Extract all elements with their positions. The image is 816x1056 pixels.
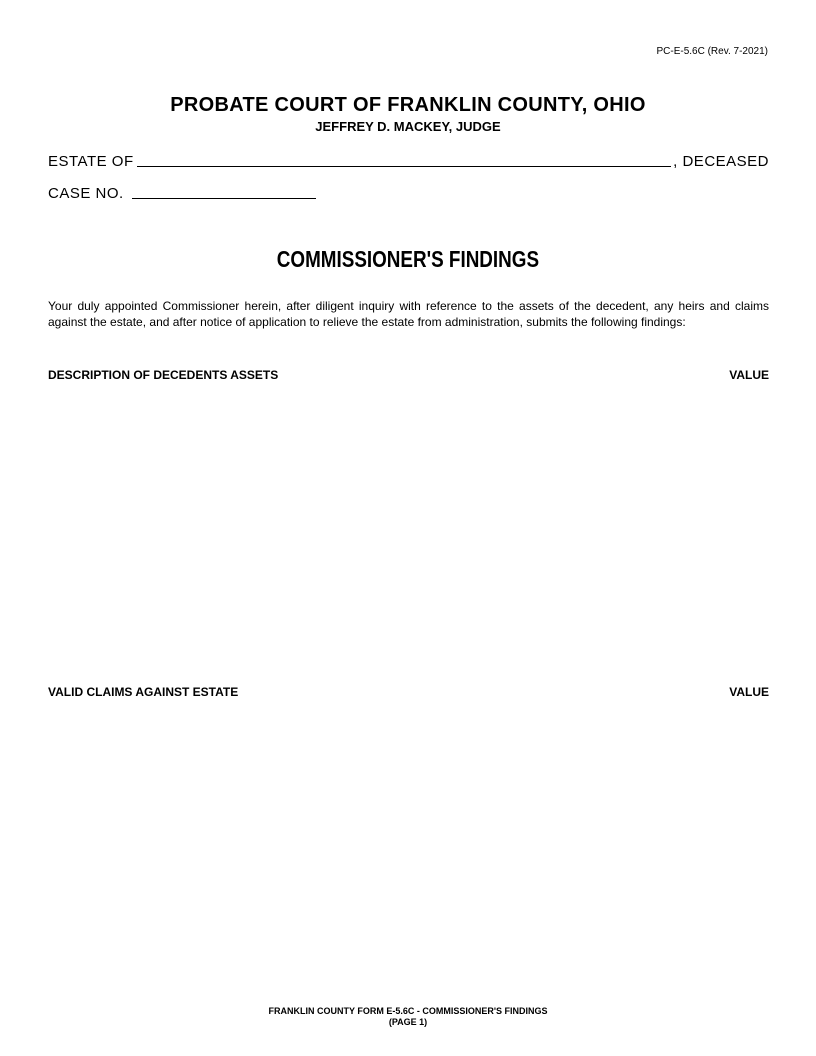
- form-number: PC-E-5.6C (Rev. 7-2021): [656, 46, 768, 57]
- case-label: CASE NO.: [48, 185, 124, 202]
- assets-label: DESCRIPTION OF DECEDENTS ASSETS: [48, 368, 279, 382]
- claims-section-header: [48, 685, 769, 699]
- deceased-label: , DECEASED: [673, 153, 769, 170]
- claims-label: VALID CLAIMS AGAINST ESTATE: [48, 685, 239, 699]
- assets-value-label: VALUE: [729, 368, 769, 382]
- document-title: [0, 246, 816, 273]
- claims-value-label: VALUE: [729, 685, 769, 699]
- page-footer: [0, 1006, 816, 1028]
- estate-row: [48, 153, 769, 170]
- assets-section-header: [48, 368, 769, 382]
- court-name: PROBATE COURT OF FRANKLIN COUNTY, OHIO: [170, 94, 646, 116]
- case-row: [48, 185, 316, 202]
- judge-name: JEFFREY D. MACKEY, JUDGE: [315, 119, 501, 134]
- estate-label: ESTATE OF: [48, 153, 134, 170]
- intro-paragraph: Your duly appointed Commissioner herein, after diligent inquiry with reference to the assets of the decedent, any heirs and claims against the estate, and after notice of application to relieve the estate from administration, submits the following findings:: [48, 299, 769, 329]
- footer-page-number: (PAGE 1): [388, 1017, 428, 1027]
- footer-form-title: FRANKLIN COUNTY FORM E-5.6C - COMMISSIONER'S FINDINGS: [268, 1006, 548, 1016]
- estate-name-field[interactable]: [137, 165, 672, 167]
- case-number-field[interactable]: [132, 197, 316, 199]
- document-title-text: COMMISSIONER'S FINDINGS: [276, 246, 540, 272]
